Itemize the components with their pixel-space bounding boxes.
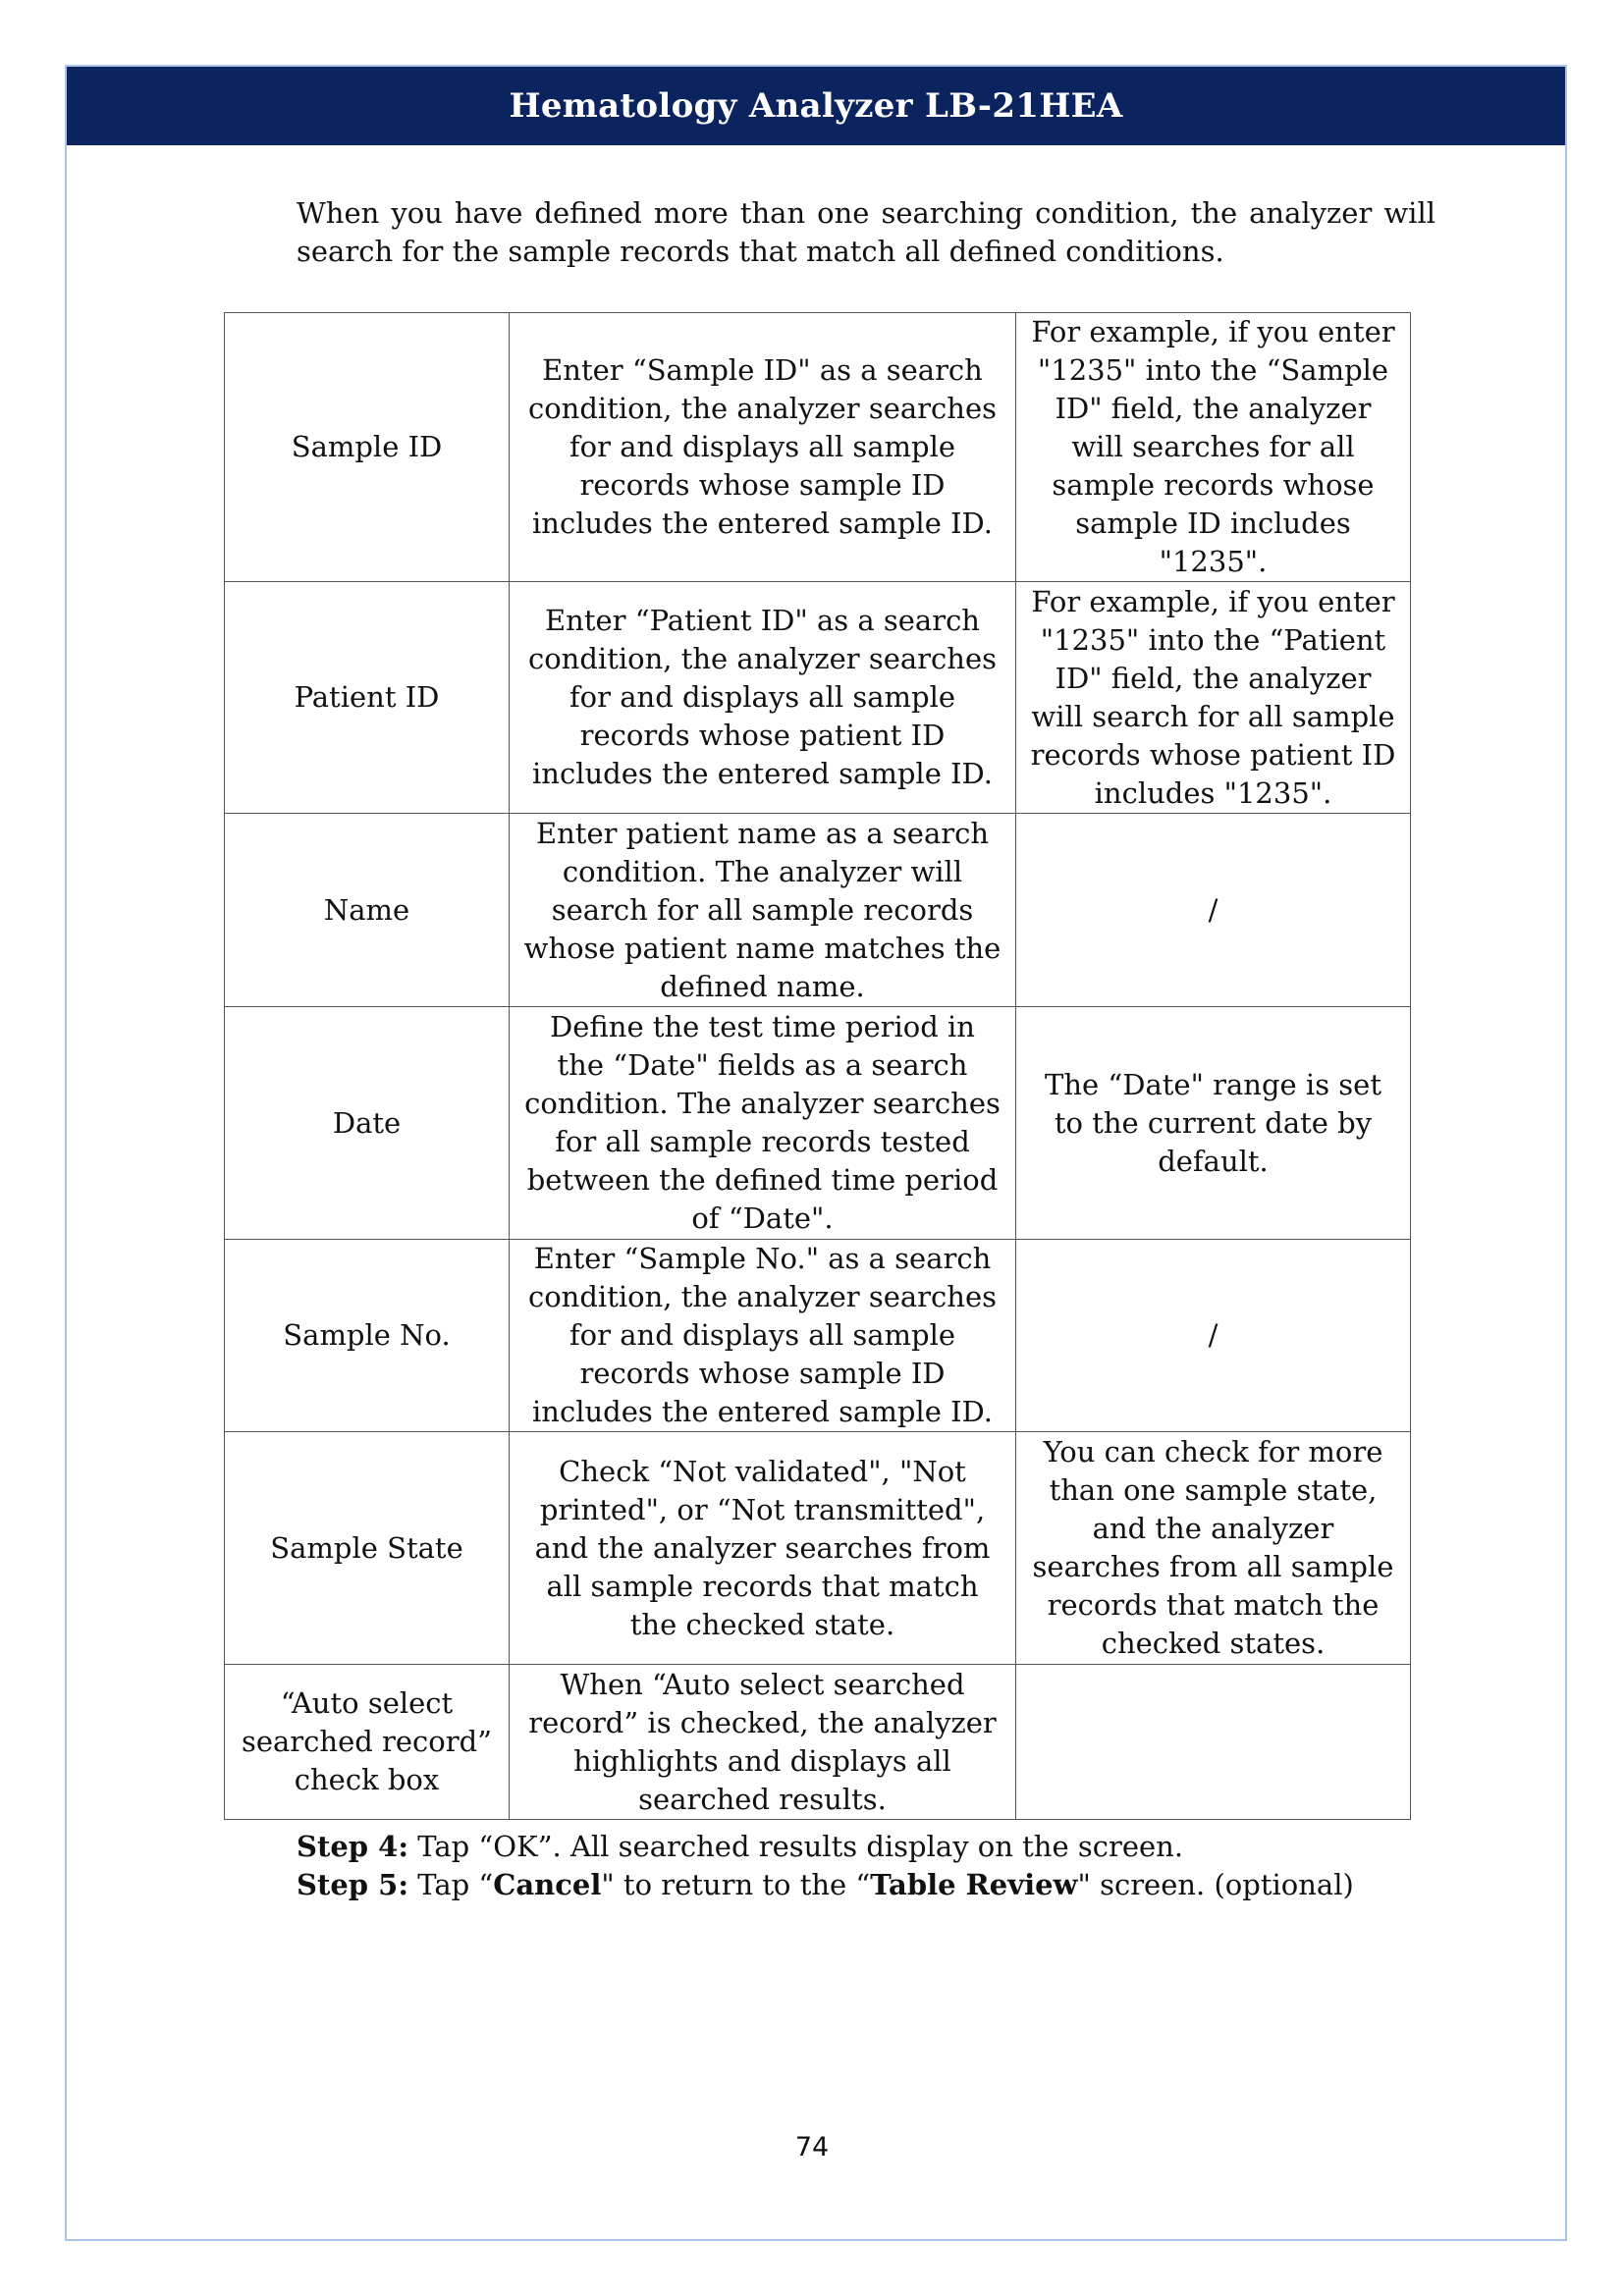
document-header xyxy=(67,67,1565,145)
step-5-label: Step 5: xyxy=(297,1868,409,1901)
example-cell xyxy=(1016,1665,1411,1820)
description-cell: Check “Not validated", "Not printed", or “Not transmitted", and the analyzer searches from all sample records that match the checked state. xyxy=(510,1432,1016,1665)
step-5-text: " to return to the “ xyxy=(601,1868,871,1901)
example-cell: / xyxy=(1016,814,1411,1007)
table-row xyxy=(225,582,1411,814)
description-cell: When “Auto select searched record” is checked, the analyzer highlights and displays all searched results. xyxy=(510,1665,1016,1820)
example-cell: You can check for more than one sample state, and the analyzer searches from all sample records that match the checked states. xyxy=(1016,1432,1411,1665)
step-4-label: Step 4: xyxy=(297,1830,409,1863)
condition-cell: Patient ID xyxy=(225,582,510,814)
table-review-term: Table Review xyxy=(870,1868,1078,1901)
condition-cell: Date xyxy=(225,1007,510,1240)
step-5-text: Tap “ xyxy=(408,1868,494,1901)
example-cell: For example, if you enter "1235" into the “Sample ID" field, the analyzer will searches for all sample records whose sample ID includes "1235". xyxy=(1016,313,1411,582)
step-4-text: Tap “OK”. All searched results display on the screen. xyxy=(408,1830,1184,1863)
description-cell: Enter “Patient ID" as a search condition, the analyzer searches for and displays all sample records whose patient ID includes the entered sample ID. xyxy=(510,582,1016,814)
steps-section xyxy=(297,1828,1475,1904)
condition-cell: Sample State xyxy=(225,1432,510,1665)
table-row xyxy=(225,1665,1411,1820)
step-5 xyxy=(297,1866,1475,1904)
table-row xyxy=(225,1240,1411,1432)
table-row xyxy=(225,814,1411,1007)
cancel-term: Cancel xyxy=(493,1868,602,1901)
table-row xyxy=(225,1007,1411,1240)
table-row xyxy=(225,1432,1411,1665)
description-cell: Enter “Sample No." as a search condition, the analyzer searches for and displays all sample records whose sample ID includes the entered sample ID. xyxy=(510,1240,1016,1432)
step-5-text: " screen. (optional) xyxy=(1077,1868,1354,1901)
page-number: 74 xyxy=(794,2132,830,2163)
example-cell: The “Date" range is set to the current date by default. xyxy=(1016,1007,1411,1240)
search-conditions-table xyxy=(224,312,1411,1820)
document-title: Hematology Analyzer LB-21HEA xyxy=(509,86,1123,126)
description-cell: Define the test time period in the “Date" fields as a search condition. The analyzer searches for all sample records tested between the defined time period of “Date". xyxy=(510,1007,1016,1240)
intro-paragraph: When you have defined more than one searching condition, the analyzer will search for the sample records that match all defined conditions. xyxy=(297,196,1435,268)
example-cell: For example, if you enter "1235" into the “Patient ID" field, the analyzer will search for all sample records whose patient ID includes "1235". xyxy=(1016,582,1411,814)
condition-cell: “Auto select searched record” check box xyxy=(225,1665,510,1820)
table-row xyxy=(225,313,1411,582)
description-cell: Enter patient name as a search condition. The analyzer will search for all sample records whose patient name matches the defined name. xyxy=(510,814,1016,1007)
description-cell: Enter “Sample ID" as a search condition, the analyzer searches for and displays all sample records whose sample ID includes the entered sample ID. xyxy=(510,313,1016,582)
example-cell: / xyxy=(1016,1240,1411,1432)
condition-cell: Sample No. xyxy=(225,1240,510,1432)
condition-cell: Sample ID xyxy=(225,313,510,582)
step-4 xyxy=(297,1828,1475,1866)
condition-cell: Name xyxy=(225,814,510,1007)
